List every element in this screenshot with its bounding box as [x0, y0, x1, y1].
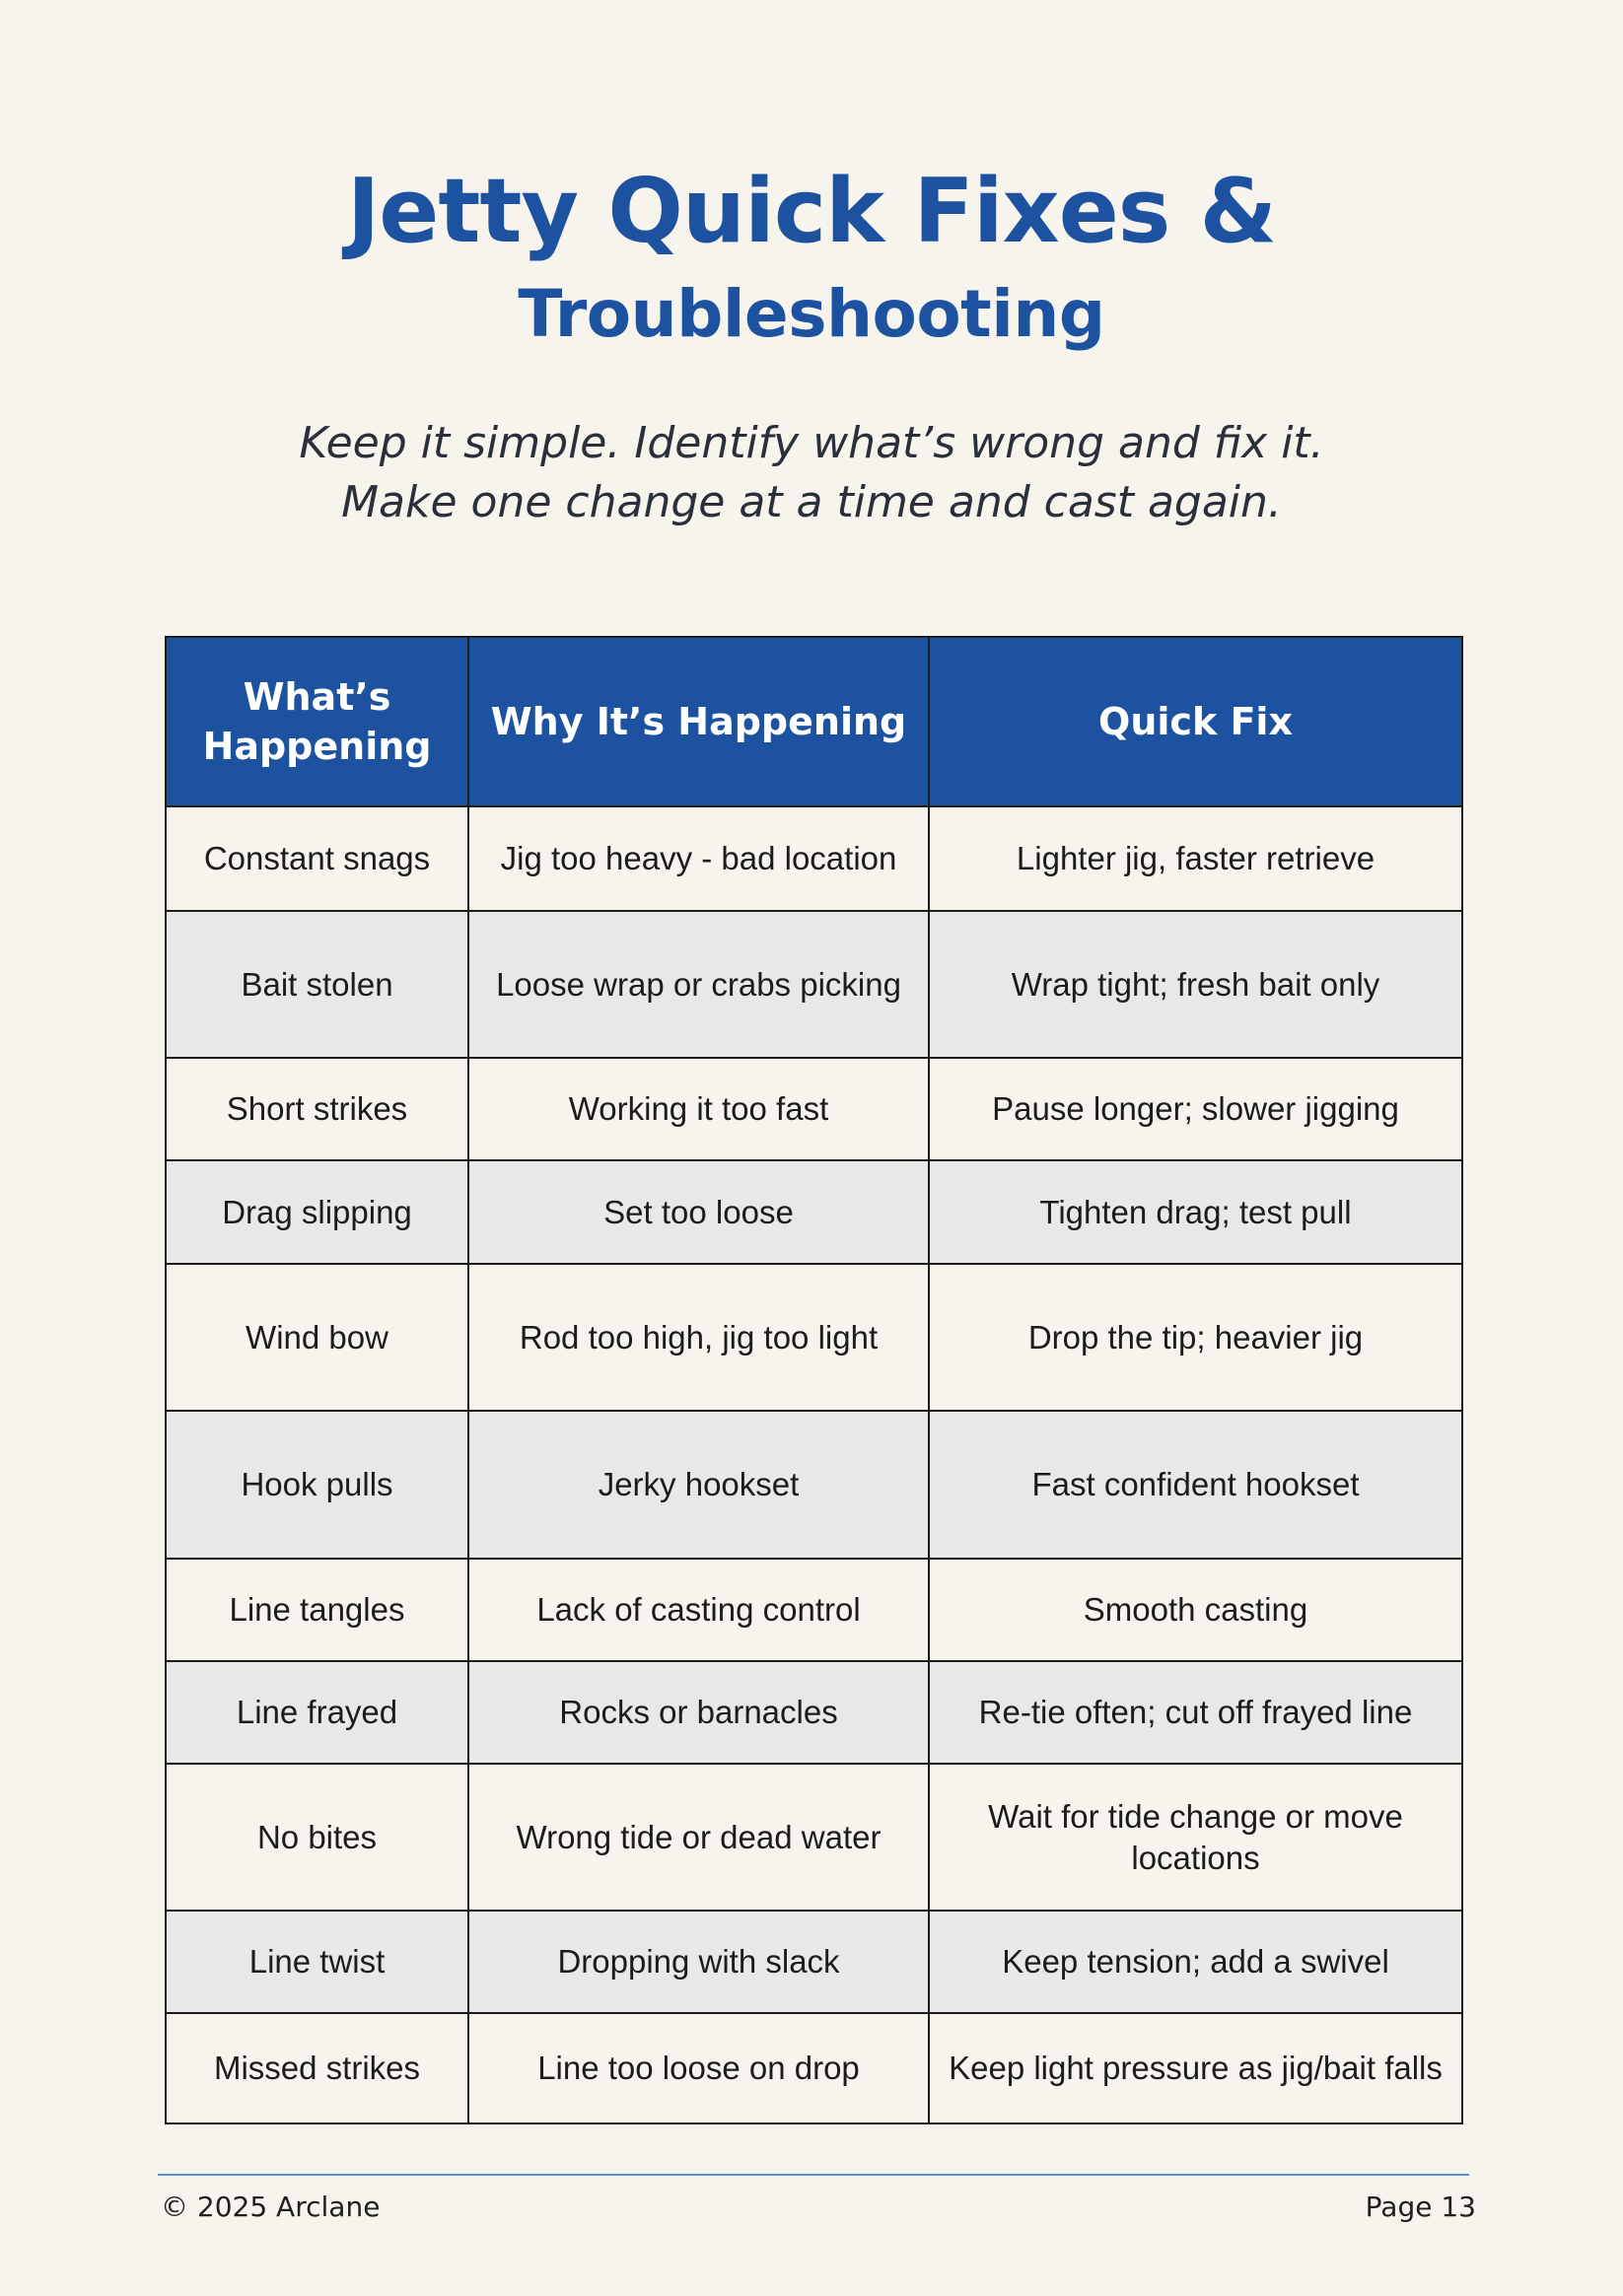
cell-why-its-happening: Working it too fast: [468, 1058, 929, 1160]
table-header-row: [166, 637, 1462, 806]
cell-quick-fix: Drop the tip; heavier jig: [929, 1264, 1462, 1411]
cell-whats-happening: No bites: [166, 1764, 468, 1911]
cell-why-its-happening: Dropping with slack: [468, 1911, 929, 2013]
footer-copyright: © 2025 Arclane: [161, 2191, 381, 2223]
cell-quick-fix: Keep light pressure as jig/bait falls: [929, 2013, 1462, 2123]
cell-quick-fix: Smooth casting: [929, 1559, 1462, 1661]
cell-quick-fix: Re-tie often; cut off frayed line: [929, 1661, 1462, 1764]
table-row: [166, 1559, 1462, 1661]
page-title: Jetty Quick Fixes &: [346, 160, 1277, 263]
table-row: [166, 1264, 1462, 1411]
cell-why-its-happening: Wrong tide or dead water: [468, 1764, 929, 1911]
cell-whats-happening: Drag slipping: [166, 1160, 468, 1264]
cell-why-its-happening: Set too loose: [468, 1160, 929, 1264]
footer-divider: [158, 2174, 1469, 2176]
table-row: [166, 1764, 1462, 1911]
cell-quick-fix: Wrap tight; fresh bait only: [929, 911, 1462, 1058]
table-row: [166, 1160, 1462, 1264]
cell-quick-fix: Tighten drag; test pull: [929, 1160, 1462, 1264]
cell-whats-happening: Constant snags: [166, 806, 468, 911]
table-row: [166, 1661, 1462, 1764]
cell-whats-happening: Missed strikes: [166, 2013, 468, 2123]
cell-why-its-happening: Lack of casting control: [468, 1559, 929, 1661]
cell-quick-fix: Keep tension; add a swivel: [929, 1911, 1462, 2013]
table-row: [166, 1058, 1462, 1160]
table-row: [166, 2013, 1462, 2123]
cell-whats-happening: Short strikes: [166, 1058, 468, 1160]
footer-page-number: Page 13: [1365, 2191, 1476, 2223]
table-row: [166, 911, 1462, 1058]
subtitle-line2: Make one change at a time and cast again.: [341, 477, 1282, 527]
header-quick-fix: Quick Fix: [929, 637, 1462, 806]
cell-whats-happening: Line frayed: [166, 1661, 468, 1764]
cell-why-its-happening: Loose wrap or crabs picking: [468, 911, 929, 1058]
table-row: [166, 1411, 1462, 1559]
troubleshooting-table: [165, 636, 1463, 2124]
header-why-its-happening: Why It’s Happening: [468, 637, 929, 806]
cell-why-its-happening: Line too loose on drop: [468, 2013, 929, 2123]
subtitle-line1: Keep it simple. Identify what’s wrong and fix it.: [299, 418, 1324, 468]
cell-quick-fix: Fast confident hookset: [929, 1411, 1462, 1559]
cell-why-its-happening: Jerky hookset: [468, 1411, 929, 1559]
cell-whats-happening: Hook pulls: [166, 1411, 468, 1559]
cell-why-its-happening: Jig too heavy - bad location: [468, 806, 929, 911]
header-whats-happening: What’s Happening: [166, 637, 468, 806]
cell-whats-happening: Bait stolen: [166, 911, 468, 1058]
page-title-line2: Troubleshooting: [518, 276, 1105, 352]
cell-quick-fix: Wait for tide change or move locations: [929, 1764, 1462, 1911]
cell-whats-happening: Line twist: [166, 1911, 468, 2013]
cell-whats-happening: Wind bow: [166, 1264, 468, 1411]
cell-why-its-happening: Rod too high, jig too light: [468, 1264, 929, 1411]
cell-whats-happening: Line tangles: [166, 1559, 468, 1661]
cell-quick-fix: Lighter jig, faster retrieve: [929, 806, 1462, 911]
cell-why-its-happening: Rocks or barnacles: [468, 1661, 929, 1764]
table-row: [166, 1911, 1462, 2013]
table-row: [166, 806, 1462, 911]
cell-quick-fix: Pause longer; slower jigging: [929, 1058, 1462, 1160]
